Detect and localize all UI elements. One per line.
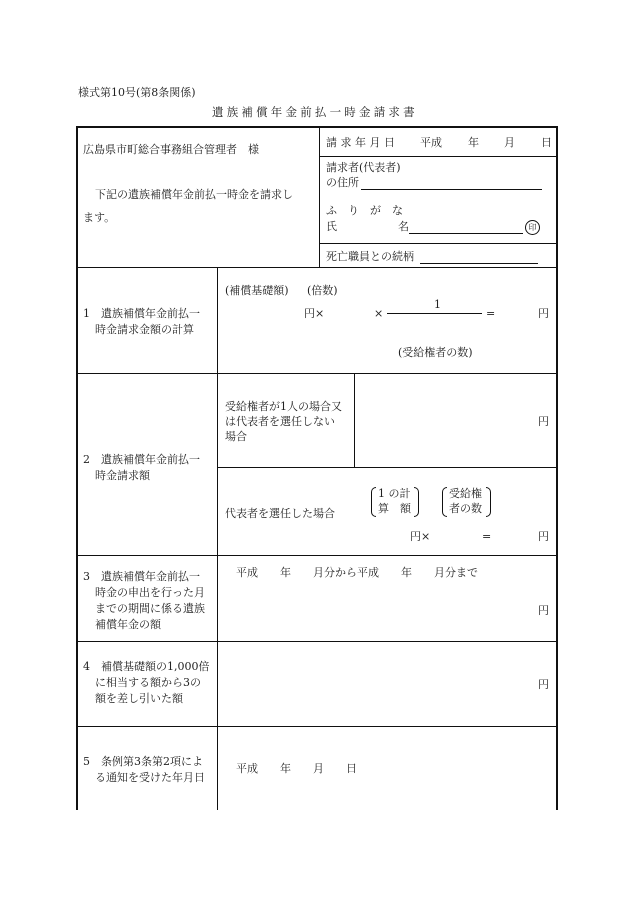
divider-row2-inner-horizontal — [217, 467, 557, 468]
divider-relation-row — [319, 243, 557, 244]
row1-yen-times: 円× — [304, 307, 325, 320]
row1-equals: = — [486, 307, 496, 320]
row1-fraction-bar — [387, 313, 482, 314]
row2-fraction1-line1: 1 の計 — [378, 487, 411, 500]
seal-mark: 印 — [525, 220, 540, 235]
furigana-label: ふ り が な — [326, 204, 403, 217]
table-border-left — [76, 126, 78, 810]
request-text-line2: ます。 — [83, 211, 116, 224]
row3-label-line3: までの期間に係る遺族 — [95, 602, 205, 615]
divider-date-row — [319, 156, 557, 157]
row1-label-line1: 1 遺族補償年金前払一 — [83, 307, 200, 320]
row2-case1-line1: 受給権者が1人の場合又 — [225, 400, 342, 413]
row2-bracket-1-left — [371, 487, 376, 517]
request-date-month: 月 — [504, 136, 515, 149]
row2-bracket-1-right — [414, 487, 419, 517]
address-field[interactable] — [361, 189, 542, 190]
row1-yen: 円 — [538, 307, 549, 320]
divider-top-section — [319, 126, 320, 268]
name-label-2: 名 — [398, 220, 409, 233]
row2-fraction2-line1: 受給権 — [449, 487, 482, 500]
relation-field[interactable] — [420, 263, 538, 264]
row1-numerator: 1 — [434, 298, 441, 311]
addressee: 広島県市町総合事務組合管理者 様 — [83, 143, 259, 156]
relation-label: 死亡職員との続柄 — [326, 250, 414, 263]
name-field[interactable] — [409, 233, 523, 234]
row2-label-line2: 時金請求額 — [95, 469, 150, 482]
row2-fraction2-line2: 者の数 — [449, 502, 482, 515]
row4-label-line2: に相当する額から3の — [95, 676, 201, 689]
form-number: 様式第10号(第8条関係) — [78, 86, 196, 99]
form-title: 遺族補償年金前払一時金請求書 — [212, 105, 418, 119]
table-border-top — [76, 126, 558, 128]
row5-label-line2: る通知を受けた年月日 — [95, 771, 205, 784]
row2-case1-yen: 円 — [538, 415, 549, 428]
row2-case1-line2: は代表者を選任しない — [225, 415, 335, 428]
row2-case2-label: 代表者を選任した場合 — [225, 507, 335, 520]
row3-yen: 円 — [538, 604, 549, 617]
row5-label-line1: 5 条例第3条第2項によ — [83, 755, 203, 768]
row1-times: × — [374, 307, 384, 320]
row5-date: 平成 年 月 日 — [236, 762, 357, 775]
table-border-right — [556, 126, 558, 810]
divider-row5-top — [76, 726, 558, 727]
divider-row3-top — [76, 555, 558, 556]
request-text-line1: 下記の遺族補償年金前払一時金を請求し — [95, 188, 293, 201]
row1-multiplier-label: (倍数) — [307, 284, 338, 297]
row4-yen: 円 — [538, 678, 549, 691]
request-date-label: 請 求 年 月 日 — [326, 136, 395, 149]
row3-label-line1: 3 遺族補償年金前払一 — [83, 570, 200, 583]
row1-denominator: (受給権者の数) — [398, 346, 473, 359]
row1-base-amount-label: (補償基礎額) — [225, 284, 289, 297]
divider-row4-top — [76, 641, 558, 642]
row4-label-line1: 4 補償基礎額の1,000倍 — [83, 660, 210, 673]
row4-label-line3: 額を差し引いた額 — [95, 692, 183, 705]
claimant-label: 請求者(代表者) — [326, 161, 401, 174]
row1-label-line2: 時金請求金額の計算 — [95, 323, 194, 336]
request-date-day: 日 — [541, 136, 552, 149]
name-label-1: 氏 — [326, 220, 337, 233]
divider-label-column — [217, 267, 218, 810]
row2-label-line1: 2 遺族補償年金前払一 — [83, 453, 200, 466]
divider-row2-inner-vertical — [354, 373, 355, 468]
row2-case2-yen: 円 — [538, 530, 549, 543]
request-date-year: 年 — [468, 136, 479, 149]
row2-case1-line3: 場合 — [225, 430, 247, 443]
row3-period: 平成 年 月分から平成 年 月分まで — [236, 566, 478, 579]
row2-bracket-2-left — [442, 487, 447, 517]
row2-yen-times: 円× — [410, 530, 431, 543]
row2-fraction1-line2: 算 額 — [378, 502, 411, 515]
address-label: の住所 — [326, 176, 359, 189]
request-date-era: 平成 — [420, 136, 442, 149]
row2-equals: = — [482, 530, 492, 543]
divider-row2-top — [76, 373, 558, 374]
divider-row1-top — [76, 267, 558, 268]
row3-label-line4: 補償年金の額 — [95, 618, 161, 631]
row2-bracket-2-right — [486, 487, 491, 517]
row3-label-line2: 時金の申出を行った月 — [95, 586, 205, 599]
